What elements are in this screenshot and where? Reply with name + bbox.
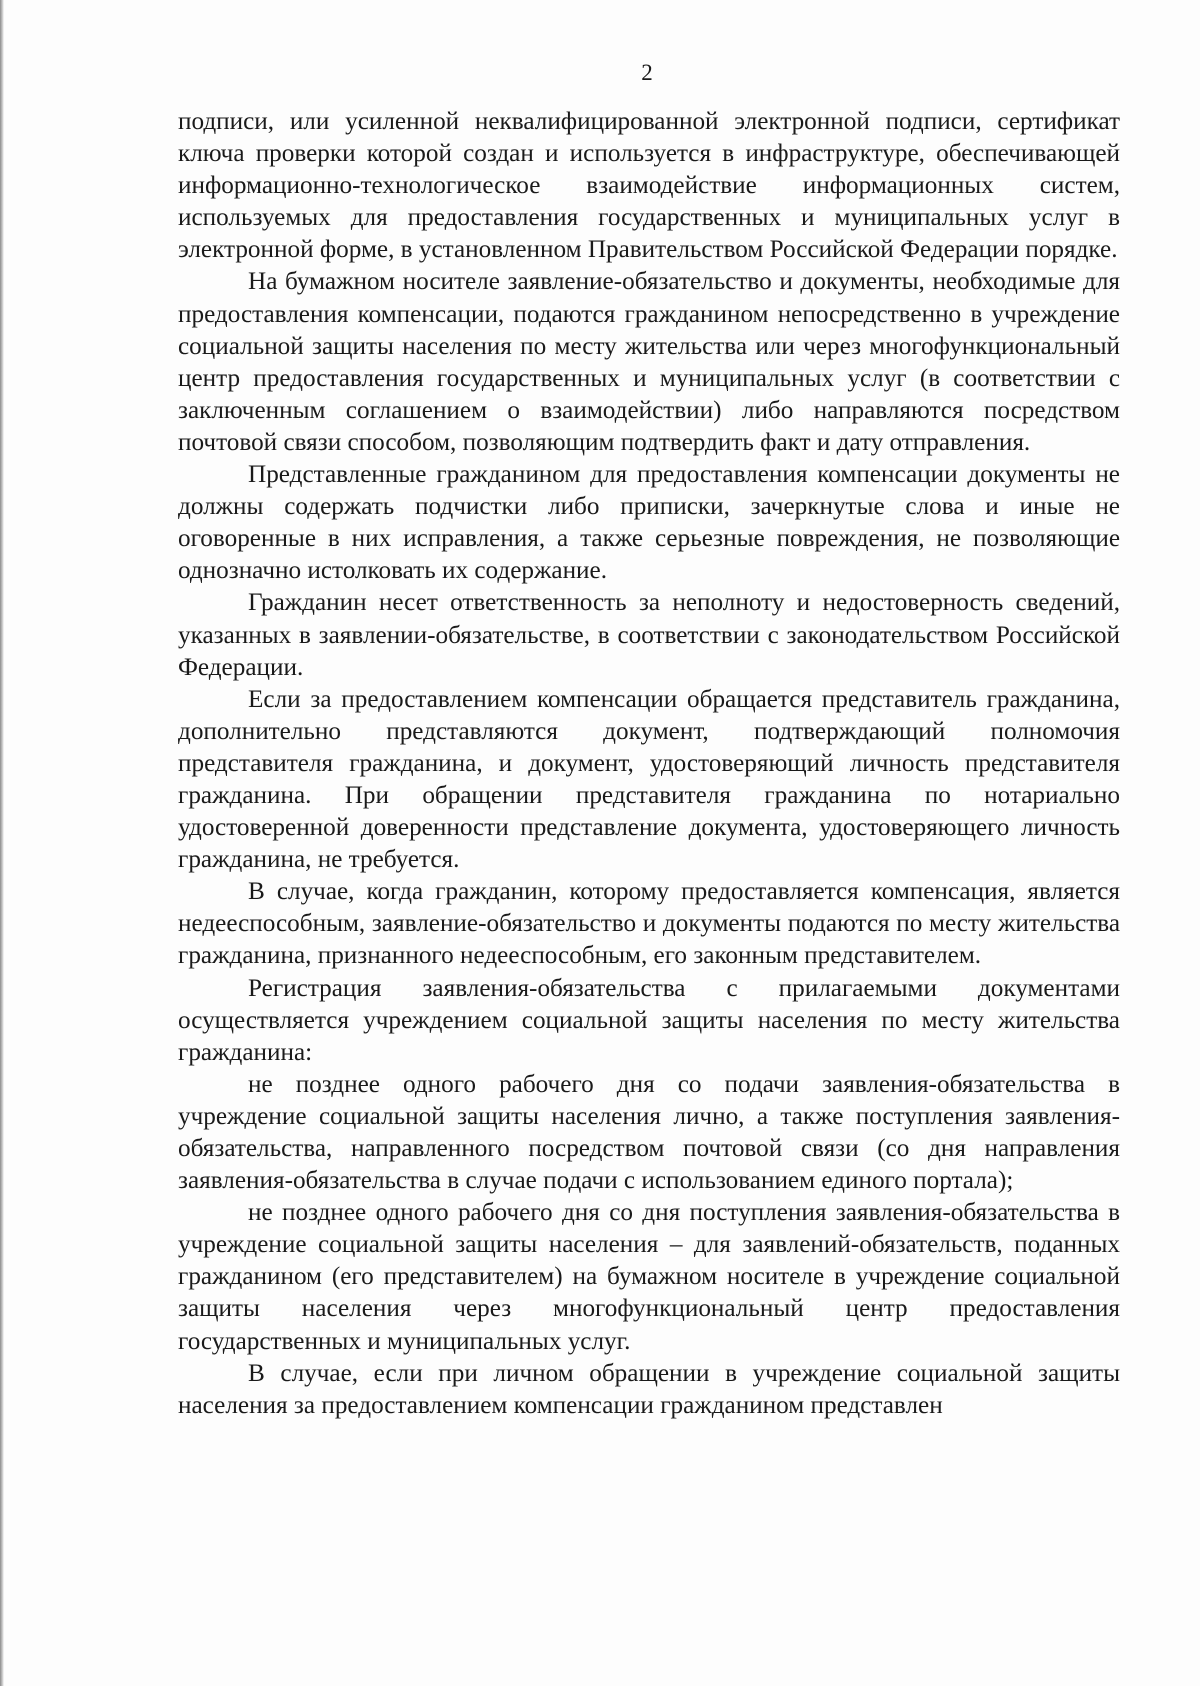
paragraph: На бумажном носителе заявление-обязательство и документы, необходимые для предоставления компенсации, подаются гражданином непосредственно в учреждение социальной защиты населения по месту жительства или через многофункциональный центр предоставления государственных и муниципальных услуг (в соответствии с заключенным соглашением о взаимодействии) либо направляются посредством почтовой связи способом, позволяющим подтвердить факт и дату отправления. [178,268,1120,456]
document-body [178,106,1120,1422]
paragraph: Гражданин несет ответственность за неполноту и недостоверность сведений, указанных в заявлении-обязательстве, в соответствии с законодательством Российской Федерации. [178,589,1120,681]
paragraph: Если за предоставлением компенсации обращается представитель гражданина, дополнительно представляются документ, подтверждающий полномочия представителя гражданина, и документ, удостоверяющий личность представителя гражданина. При обращении представителя гражданина по нотариально удостоверенной доверенности представление документа, удостоверяющего личность гражданина, не требуется. [178,685,1120,874]
paragraph: Представленные гражданином для предоставления компенсации документы не должны содержать подчистки либо приписки, зачеркнутые слова и иные не оговоренные в них исправления, а также серьезные повреждения, не позволяющие однозначно истолковать их содержание. [178,461,1120,585]
paragraph: не позднее одного рабочего дня со подачи заявления-обязательства в учреждение социальной защиты населения лично, а также поступления заявления-обязательства, направленного посредством почтовой связи (со дня направления заявления-обязательства в случае подачи с использованием единого портала); [178,1070,1120,1195]
paragraph: Регистрация заявления-обязательства с прилагаемыми документами осуществляется учреждением социальной защиты населения по месту жительства гражданина: [178,974,1120,1066]
paragraph: подписи, или усиленной неквалифицированной электронной подписи, сертификат ключа проверки которой создан и используется в инфраструктуре, обеспечивающей информационно-технологическое взаимодействие информационных систем, используемых для предоставления государственных и муниципальных услуг в электронной форме, в установленном Правительством Российской Федерации порядке. [178,108,1120,264]
paragraph: В случае, когда гражданин, которому предоставляется компенсация, является недееспособным, заявление-обязательство и документы подаются по месту жительства гражданина, признанного недееспособным, его законным представителем. [178,878,1120,970]
paragraph: не позднее одного рабочего дня со дня поступления заявления-обязательства в учреждение социальной защиты населения – для заявлений-обязательств, поданных гражданином (его представителем) на бумажном носителе в учреждение социальной защиты населения через многофункциональный центр предоставления государственных и муниципальных услуг. [178,1199,1120,1355]
paragraph: В случае, если при личном обращении в учреждение социальной защиты населения за предоставлением компенсации гражданином представлен [178,1359,1120,1419]
page-number: 2 [641,60,653,85]
scan-edge-shadow [0,0,4,1686]
